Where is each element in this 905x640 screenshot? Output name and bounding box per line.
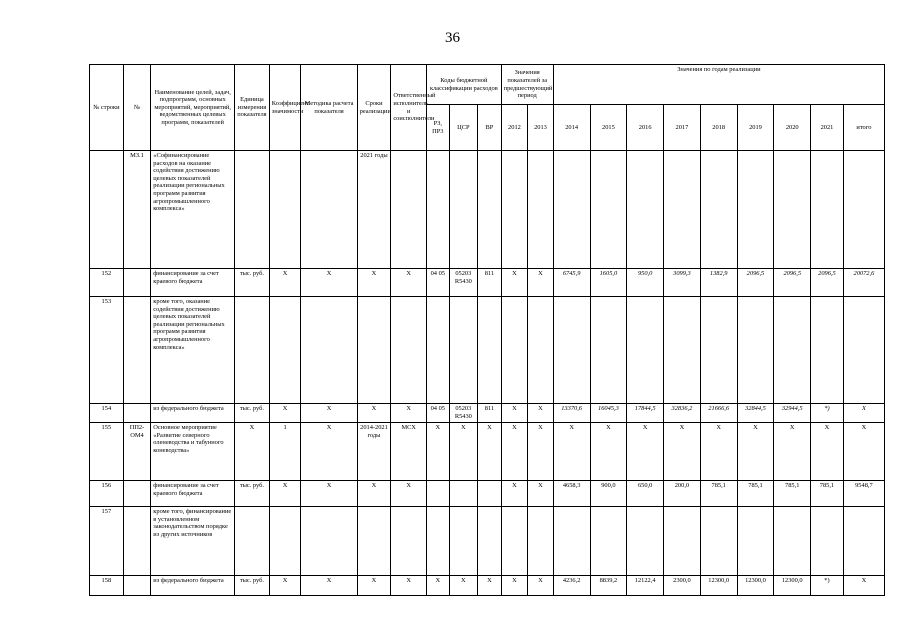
unit-cell: тыс. руб. — [235, 576, 270, 596]
year-value-cell: 2096,5 — [737, 269, 774, 297]
responsible-cell: МСХ — [391, 423, 427, 481]
code-csr-cell — [449, 481, 478, 507]
table-row — [90, 151, 885, 269]
year-value-cell: 32836,2 — [664, 404, 701, 423]
unit-cell — [235, 297, 270, 404]
coef-cell — [269, 151, 301, 269]
terms-cell: X — [357, 404, 391, 423]
name-cell: «Софинансирование расходов на оказание содействия достижению целевых показателей реализации региональных программ развития агропромышленного комплекса» — [151, 151, 235, 269]
row-number-cell: 157 — [90, 507, 124, 576]
terms-cell: X — [357, 576, 391, 596]
unit-cell: тыс. руб. — [235, 481, 270, 507]
code-vr-cell: 811 — [478, 404, 502, 423]
code-vr-cell: 811 — [478, 269, 502, 297]
prev-2012-cell: X — [501, 423, 528, 481]
row-number-cell: 154 — [90, 404, 124, 423]
code-csr-cell: X — [449, 423, 478, 481]
header-budget-codes: Коды бюджетной классификации расходов — [427, 65, 502, 105]
year-value-cell: 12300,0 — [737, 576, 774, 596]
name-cell: кроме того, финансирование в установленном законодательством порядке из других источников — [151, 507, 235, 576]
code-rz-cell: 04 05 — [427, 404, 449, 423]
header-year: 2015 — [590, 105, 627, 151]
coef-cell — [269, 297, 301, 404]
name-cell: финансирование за счет краевого бюджета — [151, 481, 235, 507]
prev-2013-cell: X — [528, 576, 554, 596]
budget-table — [89, 64, 885, 596]
year-value-cell: 650,0 — [627, 481, 664, 507]
method-cell: X — [301, 404, 357, 423]
year-value-cell: X — [627, 423, 664, 481]
year-value-cell — [737, 507, 774, 576]
code-vr-cell: X — [478, 423, 502, 481]
code-csr-cell: 05203 R5430 — [449, 404, 478, 423]
total-value-cell: 20072,6 — [843, 269, 884, 297]
header-responsible: Ответственный исполнитель и соисполнители — [391, 65, 427, 151]
year-value-cell: 785,1 — [774, 481, 811, 507]
prev-2013-cell: X — [528, 481, 554, 507]
year-value-cell — [553, 151, 590, 269]
header-unit: Единица измерения показателя — [235, 65, 270, 151]
item-code-cell — [123, 576, 151, 596]
year-value-cell: 12122,4 — [627, 576, 664, 596]
year-value-cell — [664, 297, 701, 404]
row-number-cell: 156 — [90, 481, 124, 507]
prev-2013-cell — [528, 297, 554, 404]
year-value-cell: 6745,9 — [553, 269, 590, 297]
year-value-cell: 17844,5 — [627, 404, 664, 423]
total-value-cell: X — [843, 423, 884, 481]
row-number-cell — [90, 151, 124, 269]
code-vr-cell — [478, 507, 502, 576]
method-cell — [301, 151, 357, 269]
total-value-cell — [843, 297, 884, 404]
header-code-csr: ЦСР — [449, 105, 478, 151]
year-value-cell: 2096,5 — [811, 269, 844, 297]
year-value-cell: X — [664, 423, 701, 481]
year-value-cell: 32844,5 — [737, 404, 774, 423]
year-value-cell: 12300,0 — [774, 576, 811, 596]
coef-cell: X — [269, 576, 301, 596]
header-total: итого — [843, 105, 884, 151]
year-value-cell — [737, 151, 774, 269]
unit-cell: тыс. руб. — [235, 404, 270, 423]
year-value-cell: 32944,5 — [774, 404, 811, 423]
year-value-cell — [553, 507, 590, 576]
name-cell: из федерального бюджета — [151, 576, 235, 596]
code-rz-cell: 04 05 — [427, 269, 449, 297]
year-value-cell: 2096,5 — [774, 269, 811, 297]
year-value-cell — [774, 151, 811, 269]
code-rz-cell — [427, 507, 449, 576]
responsible-cell — [391, 297, 427, 404]
prev-2013-cell — [528, 507, 554, 576]
table-row — [90, 297, 885, 404]
row-number-cell: 158 — [90, 576, 124, 596]
year-value-cell: 785,1 — [737, 481, 774, 507]
prev-2012-cell — [501, 507, 528, 576]
prev-2012-cell: X — [501, 269, 528, 297]
item-code-cell: ПП2-ОМ4 — [123, 423, 151, 481]
coef-cell: X — [269, 269, 301, 297]
prev-2013-cell: X — [528, 404, 554, 423]
year-value-cell: 1382,9 — [700, 269, 737, 297]
header-year: 2012 — [501, 105, 528, 151]
responsible-cell: X — [391, 404, 427, 423]
code-vr-cell — [478, 151, 502, 269]
table-row — [90, 507, 885, 576]
header-terms: Сроки реализации — [357, 65, 391, 151]
year-value-cell: 785,1 — [811, 481, 844, 507]
header-year-values: Значения по годам реализации — [553, 65, 884, 105]
table-row — [90, 576, 885, 596]
method-cell: X — [301, 423, 357, 481]
table-row — [90, 423, 885, 481]
year-value-cell — [627, 507, 664, 576]
unit-cell — [235, 151, 270, 269]
prev-2012-cell: X — [501, 576, 528, 596]
header-previous-period: Значения показателей за предшествующий период — [501, 65, 553, 105]
code-csr-cell: 05203 R5430 — [449, 269, 478, 297]
code-rz-cell: X — [427, 423, 449, 481]
year-value-cell: 4658,3 — [553, 481, 590, 507]
prev-2012-cell — [501, 297, 528, 404]
year-value-cell — [737, 297, 774, 404]
name-cell: Основное мероприятие «Развитие северного оленеводства и табунного коневодства» — [151, 423, 235, 481]
total-value-cell: X — [843, 404, 884, 423]
header-name: Наименование целей, задач, подпрограмм, основных мероприятий, мероприятий, ведомственных целевых программ, показателей — [151, 65, 235, 151]
header-year: 2019 — [737, 105, 774, 151]
year-value-cell: 200,0 — [664, 481, 701, 507]
year-value-cell — [811, 507, 844, 576]
responsible-cell: X — [391, 481, 427, 507]
code-csr-cell: X — [449, 576, 478, 596]
code-vr-cell — [478, 297, 502, 404]
header-no: № — [123, 65, 151, 151]
year-value-cell — [700, 507, 737, 576]
prev-2013-cell — [528, 151, 554, 269]
unit-cell: тыс. руб. — [235, 269, 270, 297]
year-value-cell: X — [737, 423, 774, 481]
total-value-cell: X — [843, 576, 884, 596]
year-value-cell: 1605,0 — [590, 269, 627, 297]
code-rz-cell — [427, 297, 449, 404]
coef-cell: X — [269, 404, 301, 423]
table-row — [90, 269, 885, 297]
header-year: 2018 — [700, 105, 737, 151]
header-row-no: № строки — [90, 65, 124, 151]
method-cell: X — [301, 481, 357, 507]
terms-cell: X — [357, 269, 391, 297]
code-rz-cell: X — [427, 576, 449, 596]
year-value-cell: 21666,6 — [700, 404, 737, 423]
year-value-cell — [590, 151, 627, 269]
year-value-cell — [627, 297, 664, 404]
year-value-cell — [700, 297, 737, 404]
year-value-cell — [590, 297, 627, 404]
header-year: 2017 — [664, 105, 701, 151]
responsible-cell — [391, 151, 427, 269]
year-value-cell — [553, 297, 590, 404]
table-body — [90, 151, 885, 596]
header-method: Методика расчета показателя — [301, 65, 357, 151]
year-value-cell: X — [590, 423, 627, 481]
header-code-rz: РЗ, ПР3 — [427, 105, 449, 151]
year-value-cell: *) — [811, 404, 844, 423]
year-value-cell — [700, 151, 737, 269]
table-row — [90, 481, 885, 507]
total-value-cell — [843, 151, 884, 269]
header-year: 2021 — [811, 105, 844, 151]
item-code-cell: МЗ.1 — [123, 151, 151, 269]
name-cell: из федерального бюджета — [151, 404, 235, 423]
terms-cell: X — [357, 481, 391, 507]
terms-cell — [357, 507, 391, 576]
year-value-cell: X — [700, 423, 737, 481]
page-number: 36 — [445, 30, 460, 46]
year-value-cell — [590, 507, 627, 576]
responsible-cell: X — [391, 269, 427, 297]
year-value-cell: *) — [811, 576, 844, 596]
terms-cell — [357, 297, 391, 404]
code-rz-cell — [427, 481, 449, 507]
year-value-cell: 4236,2 — [553, 576, 590, 596]
name-cell: финансирование за счет краевого бюджета — [151, 269, 235, 297]
year-value-cell — [627, 151, 664, 269]
prev-2013-cell: X — [528, 423, 554, 481]
header-year: 2016 — [627, 105, 664, 151]
prev-2012-cell: X — [501, 481, 528, 507]
item-code-cell — [123, 507, 151, 576]
table-row — [90, 404, 885, 423]
responsible-cell — [391, 507, 427, 576]
item-code-cell — [123, 404, 151, 423]
code-csr-cell — [449, 507, 478, 576]
row-number-cell: 155 — [90, 423, 124, 481]
coef-cell: X — [269, 481, 301, 507]
header-code-vr: ВР — [478, 105, 502, 151]
prev-2012-cell: X — [501, 404, 528, 423]
header-year: 2013 — [528, 105, 554, 151]
year-value-cell — [664, 151, 701, 269]
prev-2013-cell: X — [528, 269, 554, 297]
header-year: 2020 — [774, 105, 811, 151]
code-rz-cell — [427, 151, 449, 269]
code-vr-cell: X — [478, 576, 502, 596]
header-coef: Коэффициент значимости — [269, 65, 301, 151]
method-cell: X — [301, 269, 357, 297]
unit-cell: X — [235, 423, 270, 481]
total-value-cell: 9548,7 — [843, 481, 884, 507]
terms-cell: 2021 годы — [357, 151, 391, 269]
year-value-cell: 12300,0 — [700, 576, 737, 596]
unit-cell — [235, 507, 270, 576]
year-value-cell: X — [811, 423, 844, 481]
code-csr-cell — [449, 297, 478, 404]
coef-cell — [269, 507, 301, 576]
year-value-cell — [664, 507, 701, 576]
year-value-cell: 13370,6 — [553, 404, 590, 423]
year-value-cell — [774, 297, 811, 404]
prev-2012-cell — [501, 151, 528, 269]
responsible-cell: X — [391, 576, 427, 596]
item-code-cell — [123, 481, 151, 507]
header-year: 2014 — [553, 105, 590, 151]
coef-cell: 1 — [269, 423, 301, 481]
method-cell — [301, 297, 357, 404]
item-code-cell — [123, 297, 151, 404]
name-cell: кроме того, оказание содействия достижению целевых показателей реализации региональных программ развития агропромышленного комплекса» — [151, 297, 235, 404]
code-vr-cell — [478, 481, 502, 507]
row-number-cell: 153 — [90, 297, 124, 404]
row-number-cell: 152 — [90, 269, 124, 297]
method-cell — [301, 507, 357, 576]
year-value-cell — [811, 151, 844, 269]
year-value-cell: 8839,2 — [590, 576, 627, 596]
terms-cell: 2014-2021 годы — [357, 423, 391, 481]
year-value-cell — [774, 507, 811, 576]
item-code-cell — [123, 269, 151, 297]
year-value-cell: 950,0 — [627, 269, 664, 297]
method-cell: X — [301, 576, 357, 596]
code-csr-cell — [449, 151, 478, 269]
total-value-cell — [843, 507, 884, 576]
year-value-cell: 3099,3 — [664, 269, 701, 297]
year-value-cell: X — [774, 423, 811, 481]
year-value-cell: 785,1 — [700, 481, 737, 507]
year-value-cell — [811, 297, 844, 404]
year-value-cell: 2300,0 — [664, 576, 701, 596]
year-value-cell: 900,0 — [590, 481, 627, 507]
year-value-cell: X — [553, 423, 590, 481]
year-value-cell: 16045,3 — [590, 404, 627, 423]
